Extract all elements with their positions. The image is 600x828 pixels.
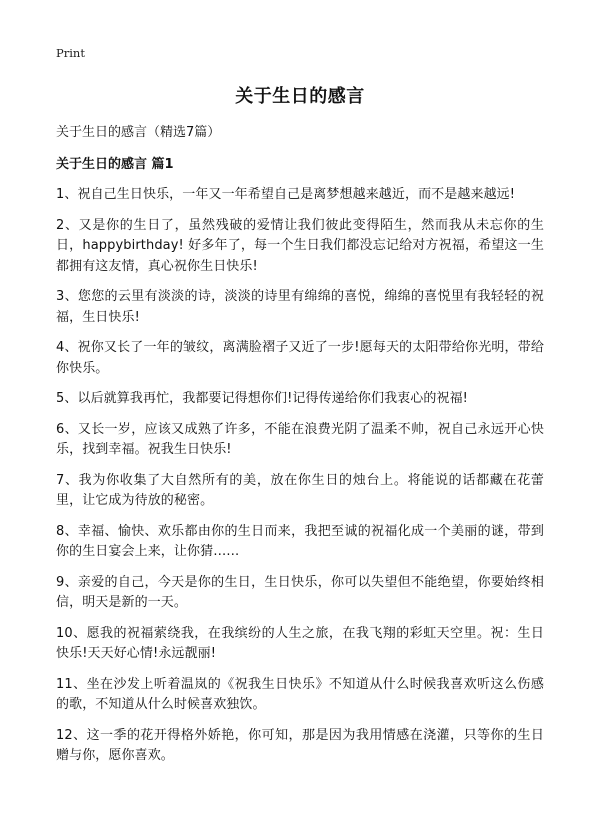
paragraph: 9、亲爱的自己，今天是你的生日，生日快乐，你可以失望但不能绝望，你要始终相信，明天是新的一天。 — [56, 574, 544, 610]
paragraph: 5、以后就算我再忙，我都要记得想你们!记得传递给你们我衷心的祝福! — [56, 391, 468, 406]
section-heading: 关于生日的感言 篇1 — [56, 157, 174, 172]
paragraph: 12、这一季的花开得格外娇艳，你可知，那是因为我用情感在浇灌，只等你的生日赠与你，愿你喜欢。 — [56, 727, 544, 763]
paragraph: 4、祝你又长了一年的皱纹，离满脸褶子又近了一步!愿每天的太阳带给你光明，带给你快乐。 — [56, 340, 544, 376]
paragraph: 2、又是你的生日了，虽然残破的爱情让我们彼此变得陌生，然而我从未忘你的生日，happybirthday! 好多年了，每一个生日我们都没忘记给对方祝福，希望这一生都拥有这友情，真心祝你生日快乐! — [56, 217, 544, 274]
paragraph: 1、祝自己生日快乐，一年又一年希望自己是离梦想越来越近，而不是越来越远! — [56, 187, 516, 202]
paragraph: 8、幸福、愉快、欢乐都由你的生日而来，我把至诚的祝福化成一个美丽的谜，带到你的生日宴会上来，让你猜…… — [56, 523, 544, 559]
paragraph: 6、又长一岁，应该又成熟了许多，不能在浪费光阴了温柔不帅，祝自己永远开心快乐，找到幸福。祝我生日快乐! — [56, 421, 544, 457]
paragraph: 11、坐在沙发上听着温岚的《祝我生日快乐》不知道从什么时候我喜欢听这么伤感的歌，不知道从什么时候喜欢独饮。 — [56, 676, 544, 712]
document-subtitle: 关于生日的感言（精选7篇） — [56, 125, 221, 140]
print-link[interactable]: Print — [56, 46, 85, 60]
paragraph: 10、愿我的祝福萦绕我，在我缤纷的人生之旅，在我飞翔的彩虹天空里。祝：生日快乐!天天好心情!永远靓丽! — [56, 625, 544, 661]
paragraph-list — [56, 185, 544, 767]
paragraph: 7、我为你收集了大自然所有的美，放在你生日的烛台上。将能说的话都藏在花蕾里，让它成为待放的秘密。 — [56, 472, 544, 508]
document-title: 关于生日的感言 — [235, 86, 365, 107]
paragraph: 3、您您的云里有淡淡的诗，淡淡的诗里有绵绵的喜悦，绵绵的喜悦里有我轻轻的祝福，生日快乐! — [56, 289, 544, 325]
